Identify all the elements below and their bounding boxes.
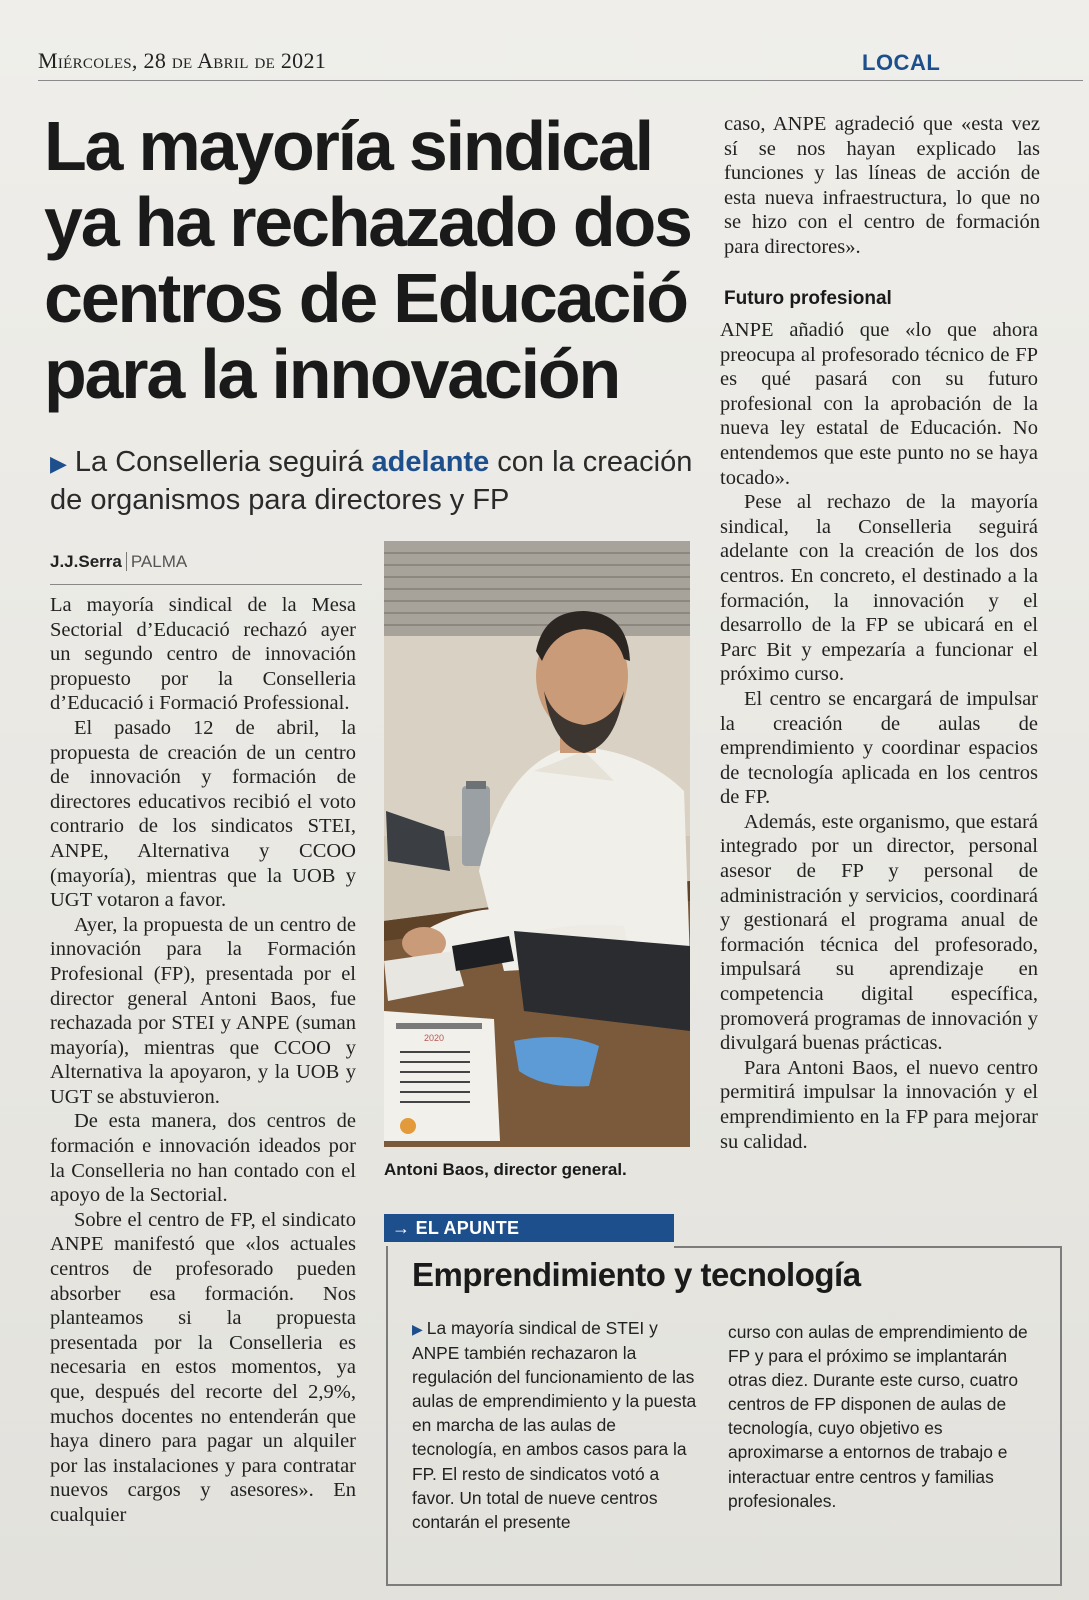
paragraph: Sobre el centro de FP, el sindicato ANPE manifestó que «los actuales centros de profesorado pueden absorber esa formación. Nos planteamos si la propuesta presentada por la Conselleria es necesaria en estos momentos, ya que, después del recorte del 2,9%, muchos docentes no entenderán que haya dinero para pagar un alquiler por las instalaciones y para contratar nuevos cargos y asesores». En cualquier bbox=[50, 1208, 356, 1526]
apunte-column-1 bbox=[412, 1316, 704, 1534]
paragraph: Pese al rechazo de la mayoría sindical, la Conselleria seguirá adelante con la creación de los dos centros. En concreto, el destinado a la formación, la innovación y el desarrollo de la FP se ubicará en el Parc Bit y empezaría a funcionar el próximo curso. bbox=[720, 491, 1038, 686]
article-column-3 bbox=[720, 318, 1038, 1154]
subhead-highlight: adelante bbox=[371, 446, 490, 478]
article-column-3-top bbox=[724, 112, 1040, 260]
subsection-title: Futuro profesional bbox=[724, 288, 892, 309]
issue-date: Miércoles, 28 de Abril de 2021 bbox=[38, 48, 327, 73]
photo-caption: Antoni Baos, director general. bbox=[384, 1160, 627, 1179]
article-photo bbox=[384, 541, 690, 1147]
paragraph: ANPE añadió que «lo que ahora preocupa al profesorado técnico de FP es qué pasará con su futuro profesional con la aprobación de la nueva ley estatal de Educación. No entendemos que este punto no se haya tocado». bbox=[720, 319, 1038, 489]
article-headline: La mayoría sindical ya ha rechazado dos centros de Educació para la innovación bbox=[44, 107, 691, 413]
apunte-tag: → EL APUNTE bbox=[384, 1214, 674, 1242]
header-divider bbox=[38, 80, 1083, 81]
byline-divider bbox=[50, 584, 362, 585]
paragraph: Para Antoni Baos, el nuevo centro permitirá impulsar la innovación y el emprendimiento en la FP para mejorar su calidad. bbox=[720, 1056, 1038, 1153]
apunte-text-2: curso con aulas de emprendimiento de FP y para el próximo se implantarán otras diez. Durante este curso, cuatro centros de FP disponen de aulas de tecnología, cuyo objetivo es aproximarse a entornos de trabajo e interactuar entre centros y familias profesionales. bbox=[728, 1322, 1028, 1511]
calendar-year: 2020 bbox=[424, 1033, 445, 1043]
apunte-title: Emprendimiento y tecnología bbox=[412, 1256, 861, 1293]
apunte-column-2 bbox=[728, 1320, 1028, 1513]
subhead-post: con la creación de organismos para directores y FP bbox=[50, 446, 693, 516]
byline-author: J.J.Serra bbox=[50, 552, 122, 571]
paragraph: Además, este organismo, que estará integrado por un director, personal asesor de FP y personal de administración y servicios, coordinará y gestionará el programa anual de formación técnica del profesorado, impulsará su aprendizaje en competencia digital específica, promoverá programas de innovación y divulgará buenas prácticas. bbox=[720, 810, 1038, 1055]
paragraph: caso, ANPE agradeció que «esta vez sí se nos hayan explicado las funciones y las líneas de acción de esta nueva infraestructura, lo que no se hizo con el centro de formación para directores». bbox=[724, 113, 1040, 258]
section-label: LOCAL bbox=[862, 50, 941, 75]
paragraph: La mayoría sindical de la Mesa Sectorial d’Educació rechazó ayer un segundo centro de innovación propuesto por la Conselleria d’Educació i Formació Professional. bbox=[50, 594, 356, 715]
apunte-text-1: La mayoría sindical de STEI y ANPE también rechazaron la regulación del funcionamiento de las aulas de emprendimiento y la puesta en marcha de las aulas de tecnología, en ambos casos para la FP. El resto de sindicatos votó a favor. Un total de nueve centros contarán el presente bbox=[412, 1318, 697, 1532]
paragraph: Ayer, la propuesta de un centro de innovación para la Formación Profesional (FP), presentada por el director general Antoni Baos, fue rechazada por STEI y ANPE (suman mayoría), mientras que CCOO y Alternativa la apoyaron, y la UOB y UGT se abstuvieron. bbox=[50, 913, 356, 1108]
byline bbox=[50, 552, 187, 572]
paragraph: El centro se encargará de impulsar la creación de aulas de emprendimiento y coordinar espacios de tecnología aplicada en los centros de FP. bbox=[720, 687, 1038, 809]
byline-place: PALMA bbox=[126, 552, 187, 571]
article-subhead bbox=[50, 444, 700, 519]
article-column-1 bbox=[50, 593, 356, 1528]
paragraph: El pasado 12 de abril, la propuesta de creación de un centro de innovación y formación de directores educativos recibió el voto contrario de los sindicatos STEI, ANPE, Alternativa y CCOO (mayoría), mientras que la UOB y UGT votaron a favor. bbox=[50, 716, 356, 912]
triangle-bullet-icon: ▶ bbox=[50, 451, 67, 476]
subhead-pre: La Conselleria seguirá bbox=[74, 446, 372, 478]
triangle-bullet-icon: ▶ bbox=[412, 1321, 423, 1337]
paragraph: De esta manera, dos centros de formación e innovación ideados por la Conselleria no han contado con el apoyo de la Sectorial. bbox=[50, 1110, 356, 1207]
photo-illustration bbox=[384, 541, 690, 1147]
